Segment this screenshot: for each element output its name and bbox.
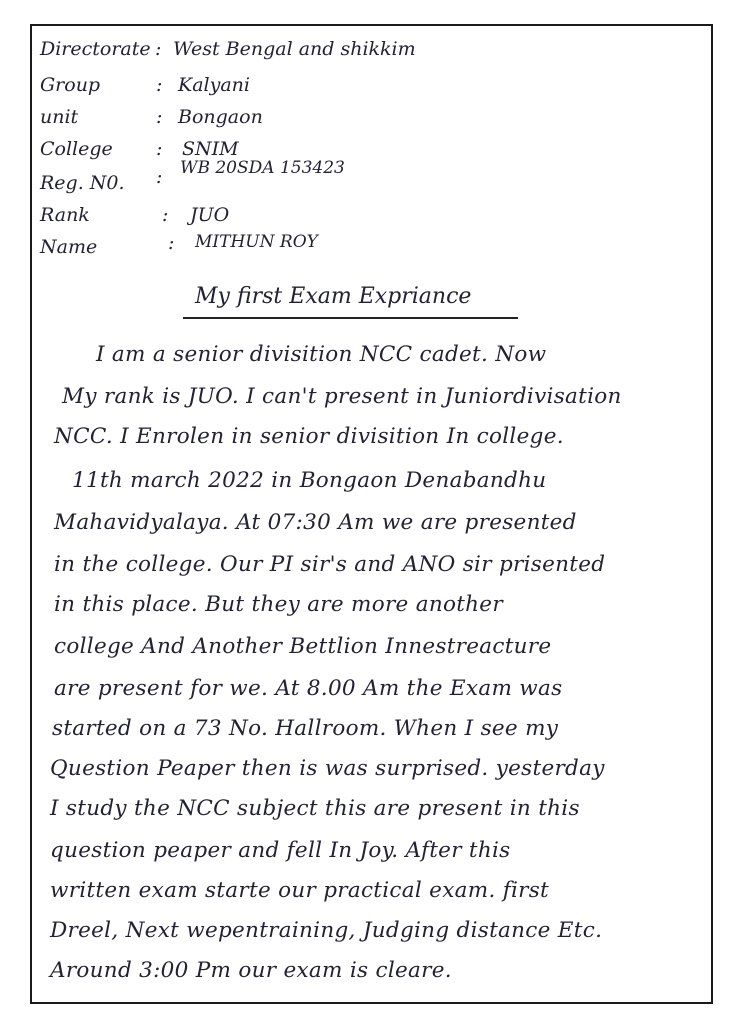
title-underline [183,317,518,319]
essay-line: 11th march 2022 in Bongaon Denabandhu [72,468,547,493]
header-value: Bongaon [178,106,263,128]
header-colon: : [156,138,163,160]
header-value: JUO [190,204,230,226]
header-label: Rank [40,204,90,226]
header-label: unit [40,106,79,128]
header-label: Reg. N0. [40,172,125,194]
essay-line: are present for we. At 8.00 Am the Exam was [54,676,563,701]
header-value: WB 20SDA 153423 [180,158,345,178]
essay-line: Dreel, Next wepentraining, Judging distance Etc. [50,918,603,943]
header-label: College [40,138,113,160]
essay-line: Mahavidyalaya. At 07:30 Am we are presented [54,510,577,535]
essay-line: in the college. Our PI sir's and ANO sir prisented [54,552,606,577]
essay-line: NCC. I Enrolen in senior divisition In college. [54,424,564,449]
header-label: Group [40,74,101,96]
essay-line: in this place. But they are more another [54,592,503,617]
essay-line: question peaper and fell In Joy. After this [50,838,511,863]
header-value: SNIM [182,138,239,160]
essay-title: My first Exam Expriance [195,284,472,309]
essay-line: I am a senior divisition NCC cadet. Now [96,342,547,367]
essay-line: written exam starte our practical exam. first [50,878,549,903]
header-colon: : [156,106,163,128]
essay-line: started on a 73 No. Hallroom. When I see my [52,716,559,741]
header-colon: : [168,232,175,254]
header-colon: : [155,38,162,60]
header-value: Kalyani [178,74,250,96]
header-value: West Bengal and shikkim [173,38,416,60]
header-colon: : [162,204,169,226]
essay-line: Question Peaper then is was surprised. yesterday [50,756,605,781]
essay-line: Around 3:00 Pm our exam is cleare. [50,958,452,983]
header-label: Name [40,236,98,258]
essay-line: My rank is JUO. I can't present in Juniordivisation [62,384,622,409]
essay-line: college And Another Bettlion Innestreacture [54,634,552,659]
header-colon: : [156,166,163,188]
header-label: Directorate [40,38,151,60]
essay-line: I study the NCC subject this are present in this [50,796,580,821]
header-value: MITHUN ROY [195,232,318,252]
header-colon: : [156,74,163,96]
